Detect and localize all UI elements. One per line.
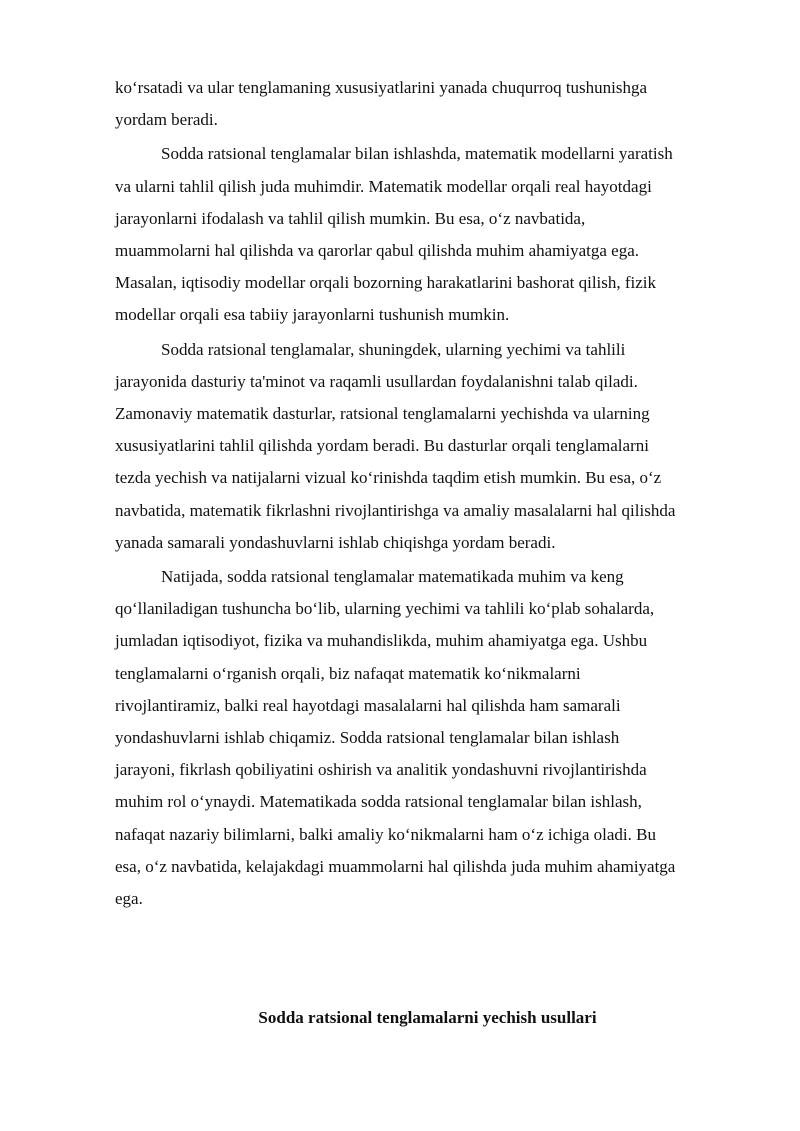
text-line: modellar orqali esa tabiiy jarayonlarni tushunish mumkin. xyxy=(115,305,510,325)
paragraph-conclusion xyxy=(115,561,737,915)
paragraph-modeling xyxy=(115,138,737,331)
text-line: xususiyatlarini tahlil qilishda yordam beradi. Bu dasturlar orqali tenglamalarni xyxy=(115,436,649,456)
text-line: muhim rol o‘ynaydi. Matematikada sodda ratsional tenglamalar bilan ishlash, xyxy=(115,792,642,812)
text-line: jumladan iqtisodiyot, fizika va muhandislikda, muhim ahamiyatga ega. Ushbu xyxy=(115,631,648,651)
text-line: yondashuvlarni ishlab chiqamiz. Sodda ratsional tenglamalar bilan ishlash xyxy=(115,728,620,748)
text-line: nafaqat nazariy bilimlarni, balki amaliy ko‘nikmalarni ham o‘z ichiga oladi. Bu xyxy=(115,824,656,844)
text-line: esa, o‘z navbatida, kelajakdagi muammolarni hal qilishda juda muhim ahamiyatga xyxy=(115,856,676,876)
text-line: tezda yechish va natijalarni vizual ko‘rinishda taqdim etish mumkin. Bu esa, o‘z xyxy=(115,468,662,488)
text-line: Natijada, sodda ratsional tenglamalar matematikada muhim va keng xyxy=(161,567,624,587)
text-line: muammolarni hal qilishda va qarorlar qabul qilishda muhim ahamiyatga ega. xyxy=(115,241,640,261)
text-line: ega. xyxy=(115,889,143,909)
section-heading: Sodda ratsional tenglamalarni yechish usullari xyxy=(258,1008,597,1027)
text-line: tenglamalarni o‘rganish orqali, biz nafaqat matematik ko‘nikmalarni xyxy=(115,663,581,683)
document-body xyxy=(115,72,737,917)
text-line: Masalan, iqtisodiy modellar orqali bozorning harakatlarini bashorat qilish, fizik xyxy=(115,273,657,293)
paragraph-continuation xyxy=(115,72,737,136)
text-line: navbatida, matematik fikrlashni rivojlantirishga va amaliy masalalarni hal qilishda xyxy=(115,500,676,520)
text-line: jarayoni, fikrlash qobiliyatini oshirish va analitik yondashuvni rivojlantirishda xyxy=(115,760,647,780)
paragraph-software xyxy=(115,334,737,559)
text-line: va ularni tahlil qilish juda muhimdir. Matematik modellar orqali real hayotdagi xyxy=(115,176,652,196)
text-line: qo‘llaniladigan tushuncha bo‘lib, ularning yechimi va tahlili ko‘plab sohalarda, xyxy=(115,599,655,619)
text-line: jarayonida dasturiy ta'minot va raqamli usullardan foydalanishni talab qiladi. xyxy=(115,371,638,391)
text-line: ko‘rsatadi va ular tenglamaning xususiyatlarini yanada chuqurroq tushunishga xyxy=(115,78,648,97)
text-line: yanada samarali yondashuvlarni ishlab chiqishga yordam beradi. xyxy=(115,532,556,552)
text-line: Sodda ratsional tenglamalar bilan ishlashda, matematik modellarni yaratish xyxy=(161,144,673,164)
text-line: jarayonlarni ifodalash va tahlil qilish mumkin. Bu esa, o‘z navbatida, xyxy=(115,208,586,228)
text-line: rivojlantiramiz, balki real hayotdagi masalalarni hal qilishda ham samarali xyxy=(115,695,621,715)
text-line: Sodda ratsional tenglamalar, shuningdek, ularning yechimi va tahlili xyxy=(161,339,626,359)
text-line: yordam beradi. xyxy=(115,110,218,130)
text-line: Zamonaviy matematik dasturlar, ratsional tenglamalarni yechishda va ularning xyxy=(115,404,650,424)
